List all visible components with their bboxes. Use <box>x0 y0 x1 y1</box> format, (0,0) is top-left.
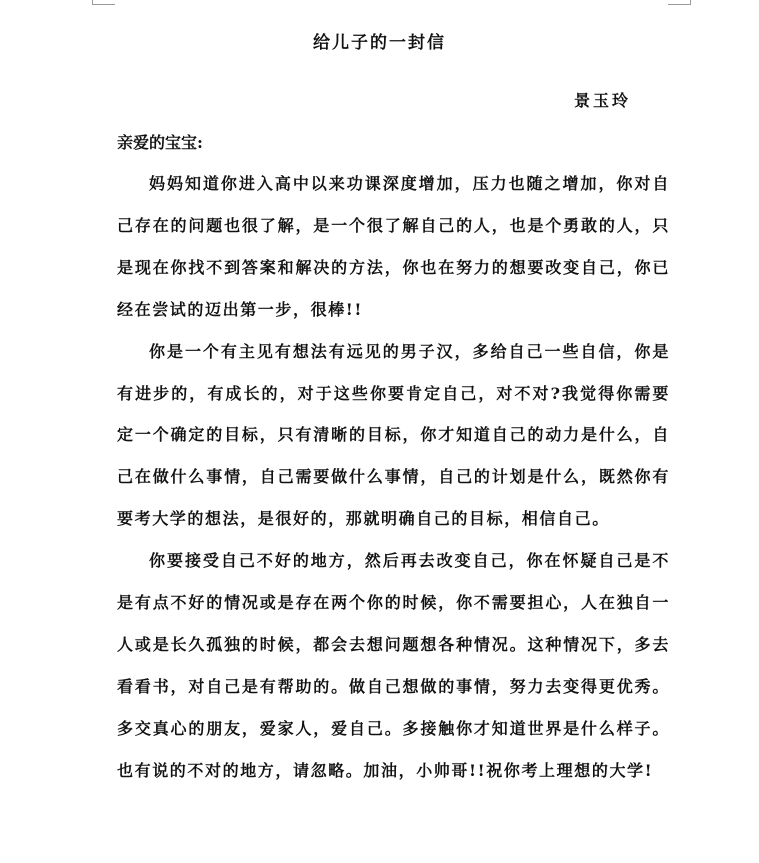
margin-corner-mark-left <box>92 0 115 5</box>
paragraph-2: 你是一个有主见有想法有远见的男子汉，多给自己一些自信，你是有进步的，有成长的，对于这些你要肯定自己，对不对?我觉得你需要定一个确定的目标，只有清晰的目标，你才知道自己的动力是什么，自己在做什么事情，自己需要做什么事情，自己的计划是什么，既然你有要考大学的想法，是很好的，那就明确自己的目标，相信自己。 <box>117 341 670 529</box>
paragraph-3: 你要接受自己不好的地方，然后再去改变自己，你在怀疑自己是不是有点不好的情况或是存在两个你的时候，你不需要担心，人在独自一人或是长久孤独的时候，都会去想问题想各种情况。这种情况下，多去看看书，对自己是有帮助的。做自己想做的事情，努力去变得更优秀。多交真心的朋友，爱家人，爱自己。多接触你才知道世界是什么样子。也有说的不对的地方，请忽略。加油，小帅哥!!祝你考上理想的大学! <box>117 551 670 780</box>
letter-body <box>117 163 670 792</box>
letter-greeting: 亲爱的宝宝: <box>117 133 203 152</box>
letter-title: 给儿子的一封信 <box>313 33 446 53</box>
margin-corner-mark-right <box>668 0 691 5</box>
letter-author: 景玉玲 <box>574 91 632 110</box>
paragraph-1: 妈妈知道你进入高中以来功课深度增加，压力也随之增加，你对自己存在的问题也很了解，是一个很了解自己的人，也是个勇敢的人，只是现在你找不到答案和解决的方法，你也在努力的想要改变自己，你已经在尝试的迈出第一步，很棒!! <box>117 174 670 319</box>
